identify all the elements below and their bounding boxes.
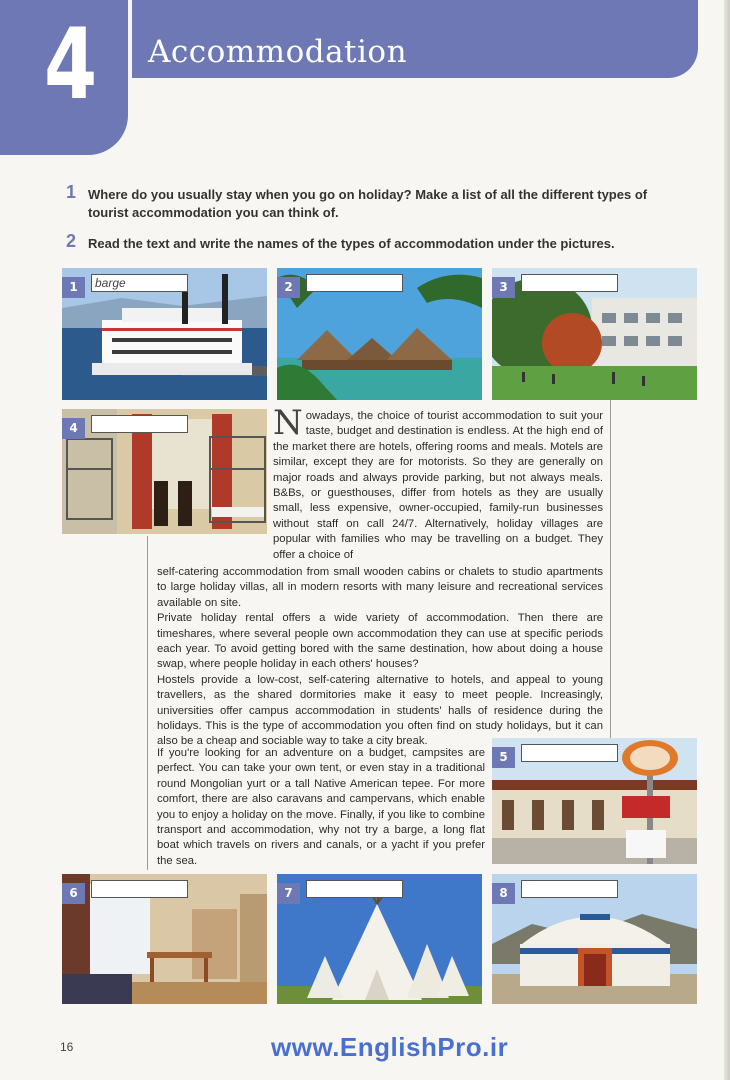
question-2 bbox=[66, 231, 673, 253]
answer-box-6[interactable] bbox=[91, 880, 188, 898]
question-text: Where do you usually stay when you go on holiday? Make a list of all the different types of tourist accommodation you can think of. bbox=[88, 187, 648, 220]
answer-box-3[interactable] bbox=[521, 274, 618, 292]
article-paragraph-4: If you're looking for an adventure on a budget, campsites are perfect. You can take your own tent, or even stay in a traditional round Mongolian yurt or a tall Native American tepee. For more comfort, there are also caravans and campervans, which enable you to enjoy a holiday on the move. Finally, if you like to combine transport and accommodation, why not try a barge, a long flat boat which travels on rivers and canals, or a yacht if you prefer the sea. bbox=[157, 747, 485, 867]
article-campsites bbox=[157, 746, 485, 869]
photo-hostel bbox=[62, 409, 267, 534]
page-title: Accommodation bbox=[148, 34, 408, 70]
picture-number: 5 bbox=[492, 747, 515, 768]
article-paragraph-2: Private holiday rental offers a wide variety of accommodation. Then there are timeshares, where several people own accommodation they can use at specific periods each year. To avoid getting bored with the same destination, how about doing a house swap, where people holiday in each others' houses? bbox=[157, 612, 603, 671]
photo-holiday-village bbox=[277, 268, 482, 400]
article-paragraph-1-rest: self-catering accommodation from small wooden cabins or chalets to studio apartments to large holiday villas, all in modern resorts with many leisure and recreational services available on site. bbox=[157, 566, 603, 609]
photo-apartment bbox=[62, 874, 267, 1004]
article-paragraph-1-intro: owadays, the choice of tourist accommodation to suit your taste, budget and destination is endless. At the high end of the market there are hotels, offering rooms and meals. Motels are similar, except they are for motorists. So they are generally on major roads and always provide parking, but not always meals. B&Bs, or guesthouses, differ from hotels as they are usually small, less expensive, owner-occupied, family-run businesses without staff on call 24/7. Alternatively, holiday villages are popular with families who may be travelling on a budget. They offer a choice of bbox=[273, 410, 603, 561]
website-link[interactable]: www.EnglishPro.ir bbox=[271, 1032, 509, 1062]
picture-number: 6 bbox=[62, 883, 85, 904]
photo-tepees bbox=[277, 874, 482, 1004]
question-1 bbox=[66, 182, 673, 222]
question-number: 1 bbox=[66, 182, 77, 202]
article-paragraph-3: Hostels provide a low-cost, self-catering alternative to hotels, and appeal to young travellers, as the shared dormitories make it easy to meet people. Increasingly, universities offer campus accommodation in students' halls of residence during the holidays. This is the type of accommodation you often find on study holidays, but it can also be a cheap and sociable way to take a city break. bbox=[157, 673, 603, 748]
unit-number-block bbox=[0, 0, 128, 155]
question-text: Read the text and write the names of the types of accommodation under the pictures. bbox=[88, 236, 615, 251]
picture-number: 2 bbox=[277, 277, 300, 298]
answer-box-8[interactable] bbox=[521, 880, 618, 898]
answer-box-1[interactable]: barge bbox=[91, 274, 188, 292]
unit-number: 4 bbox=[44, 8, 95, 122]
photo-campus bbox=[492, 268, 697, 400]
photo-motel bbox=[492, 738, 697, 864]
photo-yurt bbox=[492, 874, 697, 1004]
page-number: 16 bbox=[60, 1040, 74, 1054]
answer-box-2[interactable] bbox=[306, 274, 403, 292]
picture-number: 8 bbox=[492, 883, 515, 904]
picture-number: 3 bbox=[492, 277, 515, 298]
answer-box-7[interactable] bbox=[306, 880, 403, 898]
page-edge bbox=[724, 0, 730, 1080]
photo-barge bbox=[62, 268, 267, 400]
article-body bbox=[157, 565, 603, 750]
question-number: 2 bbox=[66, 231, 77, 251]
left-guide-line bbox=[147, 536, 148, 870]
answer-box-4[interactable] bbox=[91, 415, 188, 433]
drop-cap: N bbox=[273, 403, 303, 443]
picture-number: 7 bbox=[277, 883, 300, 904]
picture-number: 1 bbox=[62, 277, 85, 298]
article-intro bbox=[273, 403, 603, 563]
picture-number: 4 bbox=[62, 418, 85, 439]
right-guide-line bbox=[610, 400, 611, 738]
